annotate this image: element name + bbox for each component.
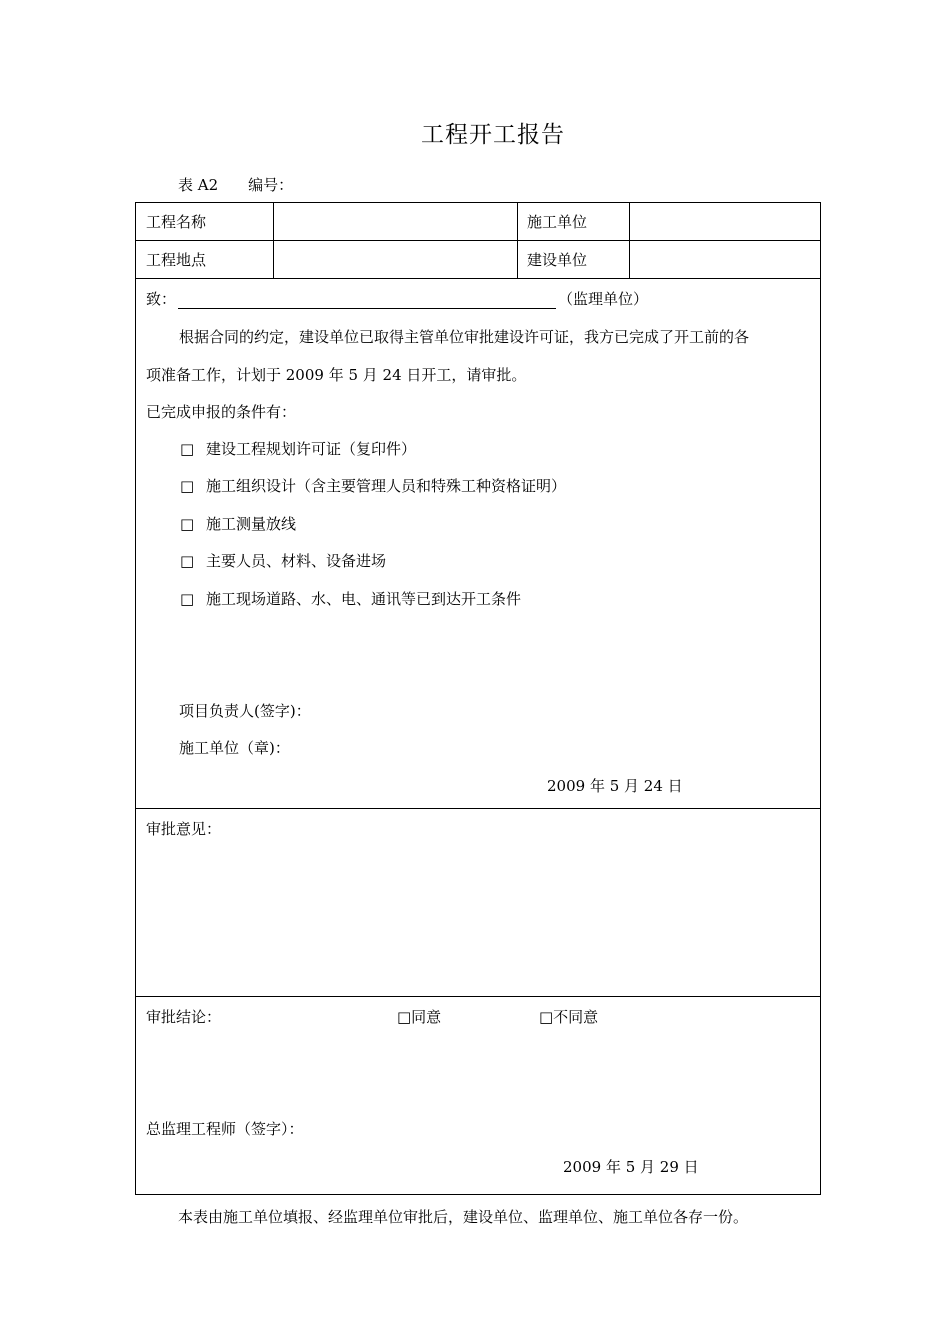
condition-text: 施工组织设计（含主要管理人员和特殊工种资格证明） (206, 477, 567, 495)
body-line-1: 根据合同的约定，建设单位已取得主管单位审批建设许可证，我方已完成了开工前的各 (179, 328, 750, 346)
checkbox-icon[interactable]: □ (180, 515, 195, 533)
agree-option[interactable]: □同意 (397, 1008, 442, 1026)
row-divider (136, 278, 820, 279)
checkbox-icon[interactable]: □ (180, 590, 195, 608)
condition-item[interactable] (180, 551, 386, 571)
condition-text: 主要人员、材料、设备进场 (206, 552, 387, 570)
approval-conclusion-label: 审批结论： (146, 1008, 222, 1026)
column-divider (517, 203, 518, 278)
approval-opinion-label: 审批意见： (146, 820, 222, 838)
number-label: 编号： (248, 176, 294, 194)
to-suffix: （监理单位） (558, 290, 649, 308)
page-title: 工程开工报告 (421, 122, 565, 148)
checkbox-icon[interactable]: □ (180, 477, 195, 495)
condition-item[interactable] (180, 589, 521, 609)
owner-label: 建设单位 (527, 251, 588, 269)
condition-item[interactable] (180, 514, 296, 534)
body-line-2: 项准备工作，计划于 2009 年 5 月 24 日开工，请审批。 (146, 366, 527, 384)
supervisor-unit-field[interactable] (178, 291, 556, 309)
condition-text: 施工现场道路、水、电、通讯等已到达开工条件 (206, 590, 522, 608)
to-label: 致： (146, 290, 177, 308)
table-code: 表 A2 (178, 176, 219, 194)
contractor-label: 施工单位 (527, 213, 588, 231)
project-lead-signature: 项目负责人(签字)： (179, 702, 311, 720)
row-divider (136, 240, 820, 241)
section-divider (136, 996, 820, 997)
condition-item[interactable] (180, 439, 416, 459)
column-divider (273, 203, 274, 278)
contractor-seal: 施工单位（章)： (179, 739, 290, 757)
disagree-option[interactable]: □不同意 (539, 1008, 599, 1026)
start-report-form (135, 202, 821, 1195)
conditions-heading: 已完成申报的条件有： (146, 403, 297, 421)
addressee-line (146, 289, 648, 309)
condition-text: 建设工程规划许可证（复印件） (206, 440, 417, 458)
approval-date: 2009 年 5 月 29 日 (563, 1158, 699, 1176)
chief-supervisor-signature: 总监理工程师（签字）： (146, 1120, 304, 1138)
project-name-label: 工程名称 (146, 213, 207, 231)
checkbox-icon[interactable]: □ (180, 552, 195, 570)
section-divider (136, 808, 820, 809)
footer-note: 本表由施工单位填报、经监理单位审批后，建设单位、监理单位、施工单位各存一份。 (178, 1208, 749, 1226)
checkbox-icon[interactable]: □ (180, 440, 195, 458)
application-date: 2009 年 5 月 24 日 (547, 777, 683, 795)
condition-item[interactable] (180, 476, 566, 496)
column-divider (629, 203, 630, 278)
form-meta (178, 174, 293, 195)
project-location-label: 工程地点 (146, 251, 207, 269)
condition-text: 施工测量放线 (206, 515, 297, 533)
